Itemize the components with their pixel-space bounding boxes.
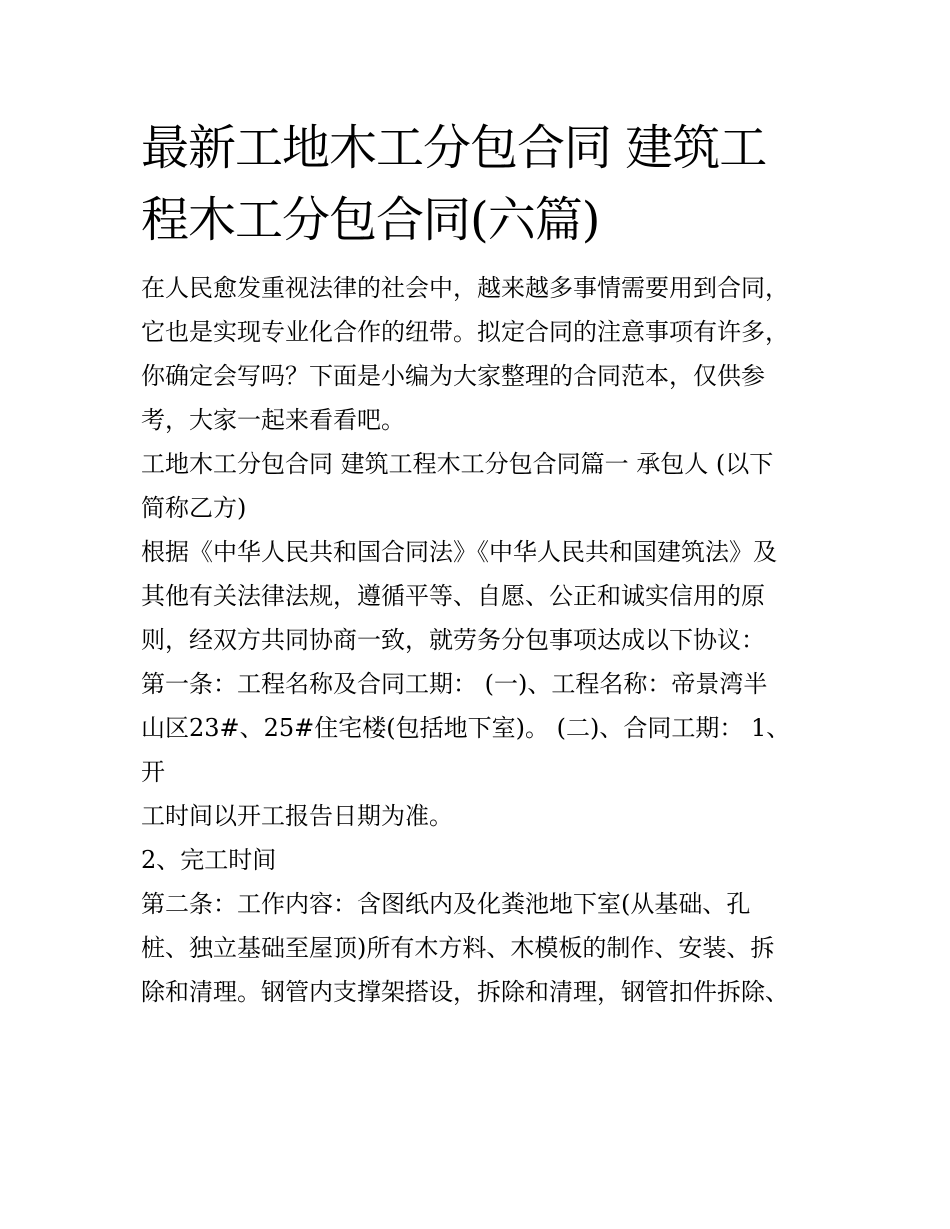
document-content [141,112,811,1014]
paragraph-legal-basis: 根据《中华人民共和国合同法》《中华人民共和国建筑法》及 其他有关法律法规，遵循平等、自愿、公正和诚实信用的原 则，经双方共同协商一致，就劳务分包事项达成以下协议： [141,538,777,654]
document-body [141,266,811,1014]
document-title: 最新工地木工分包合同 建筑工 程木工分包合同(六篇) [141,120,767,248]
paragraph-completion-time: 2、完工时间 [141,846,277,874]
paragraph-article-one: 第一条：工程名称及合同工期： (一)、工程名称：帝景湾半 山区23#、25#住宅楼(包括地下室)。 (二)、合同工期： 1、开 工时间以开工报告日期为准。 [141,670,791,830]
paragraph-intro: 在人民愈发重视法律的社会中，越来越多事情需要用到合同， 它也是实现专业化合作的纽带。拟定合同的注意事项有许多， 你确定会写吗？下面是小编为大家整理的合同范本，仅供参 考，大家一起来看看吧。 [141,274,789,434]
paragraph-contract-heading: 工地木工分包合同 建筑工程木工分包合同篇一 承包人 (以下 简称乙方) [141,450,774,522]
paragraph-article-two: 第二条：工作内容：含图纸内及化粪池地下室(从基础、孔 桩、独立基础至屋顶)所有木方料、木模板的制作、安装、拆 除和清理。钢管内支撑架搭设，拆除和清理，钢管扣件拆除、 [141,890,789,1006]
